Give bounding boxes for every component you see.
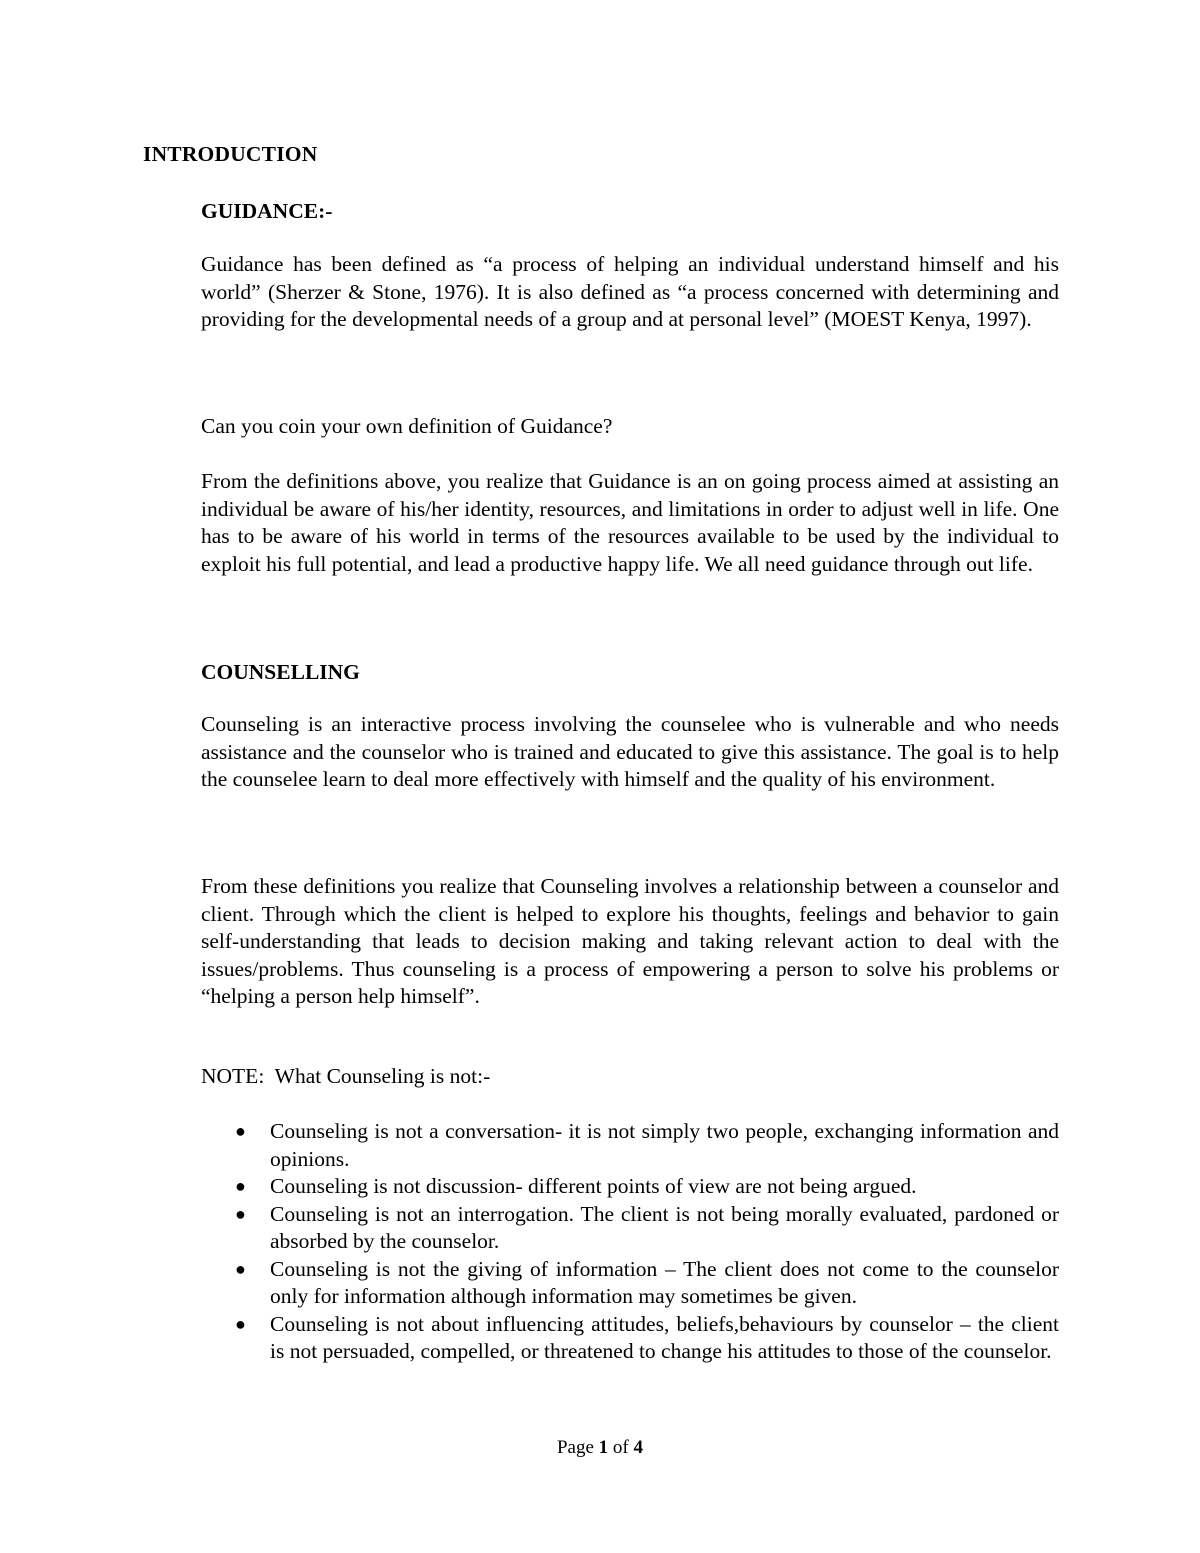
page-total: 4 <box>633 1437 643 1458</box>
counselling-paragraph-1: Counseling is an interactive process involving the counselee who is vulnerable and who needs assistance and the counselor who is trained and educated to give this assistance. The goal is to help the counselee learn to deal more effectively with himself and the quality of his environment. <box>201 712 1059 791</box>
list-item <box>201 1256 1059 1311</box>
bullet-icon: ● <box>235 1258 246 1279</box>
list-item <box>201 1201 1059 1256</box>
page-label: Page <box>556 1437 594 1458</box>
guidance-question: Can you coin your own definition of Guidance? <box>201 414 613 438</box>
list-item <box>201 1118 1059 1173</box>
list-item-text: Counseling is not an interrogation. The client is not being morally evaluated, pardoned or absorbed by the counselor. <box>270 1201 1059 1253</box>
of-label: of <box>612 1437 629 1458</box>
guidance-paragraph-1: Guidance has been defined as “a process of helping an individual understand himself and his world” (Sherzer & Stone, 1976). It is also defined as “a process concerned with determining and providing for the developmental needs of a group and at personal level” (MOEST Kenya, 1997). <box>201 252 1059 331</box>
page-footer <box>0 1434 1200 1462</box>
bullet-icon: ● <box>235 1176 246 1196</box>
list-item <box>201 1311 1059 1366</box>
list-item <box>201 1173 1059 1201</box>
list-item-text: Counseling is not about influencing attitudes, beliefs,behaviours by counselor – the client is not persuaded, compelled, or threatened to change his attitudes to those of the counselor. <box>270 1311 1059 1363</box>
page-number: 1 <box>598 1437 609 1458</box>
counselling-paragraph-2: From these definitions you realize that Counseling involves a relationship between a counselor and client. Through which the client is helped to explore his thoughts, feelings and behavior to gain self-understanding that leads to decision making and taking relevant action to deal with the issues/problems. Thus counseling is a process of empowering a person to solve his problems or “helping a person help himself”. <box>201 874 1059 1008</box>
list-item-text: Counseling is not a conversation- it is not simply two people, exchanging information and opinions. <box>270 1119 1059 1171</box>
bullet-icon: ● <box>235 1313 246 1334</box>
guidance-paragraph-2: From the definitions above, you realize that Guidance is an on going process aimed at assisting an individual be aware of his/her identity, resources, and limitations in order to adjust well in life. One has to be aware of his world in terms of the resources available to be used by the individual to exploit his full potential, and lead a productive happy life. We all need guidance through out life. <box>201 469 1059 576</box>
bullet-icon: ● <box>235 1203 246 1224</box>
bullet-icon: ● <box>235 1121 246 1141</box>
list-item-text: Counseling is not the giving of information – The client does not come to the counselor only for information although information may sometimes be given. <box>270 1256 1059 1308</box>
list-item-text: Counseling is not discussion- different points of view are not being argued. <box>270 1174 917 1198</box>
counselling-note: NOTE: What Counseling is not:- <box>201 1064 491 1088</box>
not-counseling-list <box>201 1118 1059 1366</box>
counselling-heading: COUNSELLING <box>201 660 360 684</box>
guidance-heading: GUIDANCE:- <box>201 199 333 223</box>
document-title: INTRODUCTION <box>143 142 318 166</box>
